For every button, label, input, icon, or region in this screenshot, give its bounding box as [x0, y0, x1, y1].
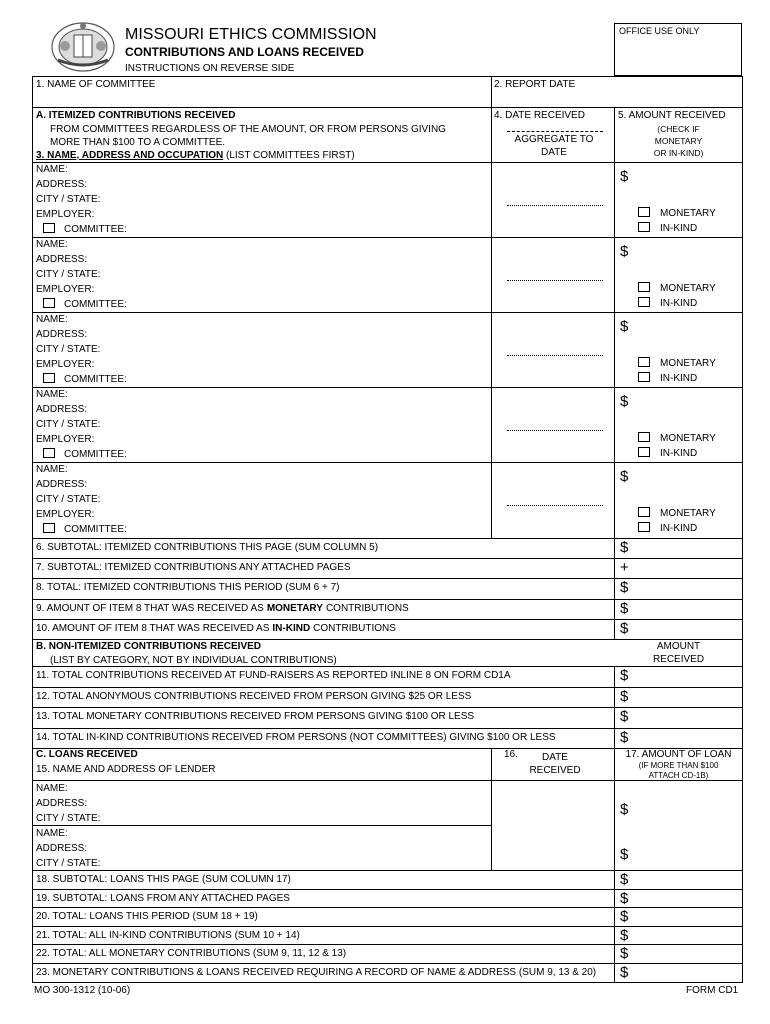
form-name: FORM CD1 [686, 985, 739, 996]
summary-row-6-amount-field[interactable]: $ [620, 539, 629, 556]
entry-5-employer-label[interactable]: EMPLOYER: [36, 509, 95, 520]
office-use-box [614, 23, 742, 76]
entry-4-address-label[interactable]: ADDRESS: [36, 404, 88, 415]
lender-2-name-label[interactable]: NAME: [36, 828, 68, 839]
loan-row-23-label: 23. MONETARY CONTRIBUTIONS & LOANS RECEIVED REQUIRING A RECORD OF NAME & ADDRESS (SUM 9, 13 & 20) [36, 967, 597, 978]
section-c-title: C. LOANS RECEIVED [36, 749, 138, 760]
state-seal [50, 20, 116, 72]
entry-1-inkind-checkbox[interactable] [638, 222, 650, 232]
loan-row-19-amount-field[interactable]: $ [620, 890, 629, 907]
entry-3-aggregate-line[interactable] [507, 355, 603, 356]
entry-4-aggregate-line[interactable] [507, 430, 603, 431]
section-b-title: B. NON-ITEMIZED CONTRIBUTIONS RECEIVED [36, 641, 262, 652]
form-title: CONTRIBUTIONS AND LOANS RECEIVED [125, 45, 364, 59]
aggregate-heading-1: AGGREGATE TO [514, 134, 594, 145]
entry-4-monetary-checkbox[interactable] [638, 432, 650, 442]
entry-2-committee-label: COMMITTEE: [64, 299, 127, 310]
summary-row-9-post: CONTRIBUTIONS [325, 603, 409, 614]
section-b-subtitle: (LIST BY CATEGORY, NOT BY INDIVIDUAL CONTRIBUTIONS) [50, 655, 337, 666]
entry-5-dollar-sign[interactable]: $ [620, 468, 629, 485]
entry-1-committee-checkbox[interactable] [43, 223, 55, 233]
entry-2-committee-checkbox[interactable] [43, 298, 55, 308]
lender-2-amount-field[interactable]: $ [620, 846, 629, 863]
loan-note-1: (IF MORE THAN $100 [638, 761, 719, 770]
entry-5-committee-label: COMMITTEE: [64, 524, 127, 535]
entry-3-name-label[interactable]: NAME: [36, 314, 68, 325]
lender-1-city-state-label[interactable]: CITY / STATE: [36, 813, 101, 824]
check-note-3: OR IN-KIND) [653, 148, 704, 158]
entry-2-monetary-label: MONETARY [660, 283, 716, 294]
nonitemized-row-14-label: 14. TOTAL IN-KIND CONTRIBUTIONS RECEIVED FROM PERSONS (NOT COMMITTEES) GIVING $100 OR LESS [36, 732, 556, 743]
loan-row-22-label: 22. TOTAL: ALL MONETARY CONTRIBUTIONS (SUM 9, 11, 12 & 13) [36, 948, 347, 959]
date-received-heading: 4. DATE RECEIVED [494, 110, 585, 121]
entry-1-name-label[interactable]: NAME: [36, 164, 68, 175]
entry-2-aggregate-line[interactable] [507, 280, 603, 281]
loan-row-20-label: 20. TOTAL: LOANS THIS PERIOD (SUM 18 + 19) [36, 911, 258, 922]
nonitemized-row-13-label: 13. TOTAL MONETARY CONTRIBUTIONS RECEIVED FROM PERSONS GIVING $100 OR LESS [36, 711, 475, 722]
loan-row-18-amount-field[interactable]: $ [620, 871, 629, 888]
entry-5-inkind-label: IN-KIND [660, 523, 698, 534]
entry-2-monetary-checkbox[interactable] [638, 282, 650, 292]
loan-amount-heading: 17. AMOUNT OF LOAN [625, 749, 732, 760]
entry-3-dollar-sign[interactable]: $ [620, 318, 629, 335]
entry-5-monetary-checkbox[interactable] [638, 507, 650, 517]
lender-1-address-label[interactable]: ADDRESS: [36, 798, 88, 809]
loan-date-heading-2: RECEIVED [529, 765, 581, 776]
entry-3-committee-checkbox[interactable] [43, 373, 55, 383]
col3-title: 3. NAME, ADDRESS AND OCCUPATION [36, 150, 224, 161]
loan-row-23-amount-field[interactable]: $ [620, 964, 629, 981]
summary-row-9-emphasis: MONETARY [266, 603, 323, 614]
entry-1-dollar-sign[interactable]: $ [620, 168, 629, 185]
summary-row-9-amount-field[interactable]: $ [620, 600, 629, 617]
entry-4-city-state-label[interactable]: CITY / STATE: [36, 419, 101, 430]
nonitemized-row-12-amount-field[interactable]: $ [620, 688, 629, 705]
summary-row-10-emphasis: IN-KIND [272, 623, 311, 634]
entry-3-monetary-checkbox[interactable] [638, 357, 650, 367]
entry-4-committee-label: COMMITTEE: [64, 449, 127, 460]
form-number: MO 300-1312 (10-06) [34, 985, 131, 996]
entry-3-city-state-label[interactable]: CITY / STATE: [36, 344, 101, 355]
summary-row-10-amount-field[interactable]: $ [620, 620, 629, 637]
nonitemized-row-11-amount-field[interactable]: $ [620, 667, 629, 684]
entry-1-aggregate-line[interactable] [507, 205, 603, 206]
summary-row-10-post: CONTRIBUTIONS [313, 623, 396, 634]
col3-note: (LIST COMMITTEES FIRST) [226, 150, 355, 161]
lender-1-name-label[interactable]: NAME: [36, 783, 68, 794]
lender-2-address-label[interactable]: ADDRESS: [36, 843, 88, 854]
entry-4-employer-label[interactable]: EMPLOYER: [36, 434, 95, 445]
entry-5-city-state-label[interactable]: CITY / STATE: [36, 494, 101, 505]
summary-row-7-label: 7. SUBTOTAL: ITEMIZED CONTRIBUTIONS ANY ATTACHED PAGES [36, 562, 351, 573]
nonitemized-row-11-label: 11. TOTAL CONTRIBUTIONS RECEIVED AT FUND-RAISERS AS REPORTED INLINE 8 ON FORM CD1A [36, 670, 511, 681]
loan-row-21-amount-field[interactable]: $ [620, 927, 629, 944]
section-a-desc-2: MORE THAN $100 TO A COMMITTEE. [50, 137, 226, 148]
check-note-1: (CHECK IF [657, 124, 700, 134]
check-note-2: MONETARY [654, 136, 703, 146]
summary-row-9-label [36, 603, 409, 615]
entry-1-city-state-label[interactable]: CITY / STATE: [36, 194, 101, 205]
entry-5-aggregate-line[interactable] [507, 505, 603, 506]
entry-4-inkind-label: IN-KIND [660, 448, 698, 459]
lender-2-city-state-label[interactable]: CITY / STATE: [36, 858, 101, 869]
entry-4-dollar-sign[interactable]: $ [620, 393, 629, 410]
nonitemized-row-14-amount-field[interactable]: $ [620, 729, 629, 746]
col16-number: 16. [504, 749, 518, 760]
summary-row-8-amount-field[interactable]: $ [620, 579, 629, 596]
entry-2-inkind-label: IN-KIND [660, 298, 698, 309]
entry-5-committee-checkbox[interactable] [43, 523, 55, 533]
entry-3-inkind-checkbox[interactable] [638, 372, 650, 382]
entry-2-name-label[interactable]: NAME: [36, 239, 68, 250]
loan-row-18-label: 18. SUBTOTAL: LOANS THIS PAGE (SUM COLUMN 17) [36, 874, 291, 885]
committee-name-label[interactable]: 1. NAME OF COMMITTEE [36, 79, 156, 90]
entry-4-committee-checkbox[interactable] [43, 448, 55, 458]
entry-2-dollar-sign[interactable]: $ [620, 243, 629, 260]
summary-row-6-label: 6. SUBTOTAL: ITEMIZED CONTRIBUTIONS THIS PAGE (SUM COLUMN 5) [36, 542, 379, 553]
instructions-note: INSTRUCTIONS ON REVERSE SIDE [125, 63, 295, 74]
entry-2-address-label[interactable]: ADDRESS: [36, 254, 88, 265]
entry-4-inkind-checkbox[interactable] [638, 447, 650, 457]
entry-5-inkind-checkbox[interactable] [638, 522, 650, 532]
loan-row-22-amount-field[interactable]: $ [620, 945, 629, 962]
section-a-desc-1: FROM COMMITTEES REGARDLESS OF THE AMOUNT, OR FROM PERSONS GIVING [50, 124, 446, 135]
amount-heading-2: RECEIVED [652, 654, 705, 665]
entry-5-monetary-label: MONETARY [660, 508, 716, 519]
entry-2-city-state-label[interactable]: CITY / STATE: [36, 269, 101, 280]
lender-1-amount-field[interactable]: $ [620, 801, 629, 818]
section-a-title: A. ITEMIZED CONTRIBUTIONS RECEIVED [36, 110, 236, 121]
entry-5-name-label[interactable]: NAME: [36, 464, 68, 475]
amount-heading-1: AMOUNT [656, 641, 701, 652]
entry-3-committee-label: COMMITTEE: [64, 374, 127, 385]
summary-row-8-label: 8. TOTAL: ITEMIZED CONTRIBUTIONS THIS PERIOD (SUM 6 + 7) [36, 582, 340, 593]
aggregate-heading-2: DATE [541, 147, 567, 158]
entry-5-address-label[interactable]: ADDRESS: [36, 479, 88, 490]
section-a-col3-heading [36, 150, 355, 162]
entry-1-inkind-label: IN-KIND [660, 223, 698, 234]
entry-3-inkind-label: IN-KIND [660, 373, 698, 384]
entry-1-committee-label: COMMITTEE: [64, 224, 127, 235]
entry-4-monetary-label: MONETARY [660, 433, 716, 444]
entry-1-address-label[interactable]: ADDRESS: [36, 179, 88, 190]
report-date-label[interactable]: 2. REPORT DATE [494, 79, 576, 90]
entry-2-employer-label[interactable]: EMPLOYER: [36, 284, 95, 295]
summary-row-10-label [36, 623, 396, 635]
entry-1-monetary-checkbox[interactable] [638, 207, 650, 217]
entry-3-employer-label[interactable]: EMPLOYER: [36, 359, 95, 370]
summary-row-7-amount-field[interactable]: + [620, 559, 629, 576]
entry-2-inkind-checkbox[interactable] [638, 297, 650, 307]
nonitemized-row-12-label: 12. TOTAL ANONYMOUS CONTRIBUTIONS RECEIVED FROM PERSON GIVING $25 OR LESS [36, 691, 472, 702]
lender-heading: 15. NAME AND ADDRESS OF LENDER [36, 764, 216, 775]
entry-1-monetary-label: MONETARY [660, 208, 716, 219]
entry-3-address-label[interactable]: ADDRESS: [36, 329, 88, 340]
loan-row-21-label: 21. TOTAL: ALL IN-KIND CONTRIBUTIONS (SUM 10 + 14) [36, 930, 300, 941]
loan-note-2: ATTACH CD-1B) [648, 771, 709, 780]
commission-title: MISSOURI ETHICS COMMISSION [125, 26, 377, 43]
loan-row-19-label: 19. SUBTOTAL: LOANS FROM ANY ATTACHED PAGES [36, 893, 290, 904]
summary-row-10-pre: 10. AMOUNT OF ITEM 8 THAT WAS RECEIVED AS [36, 623, 270, 634]
nonitemized-row-13-amount-field[interactable]: $ [620, 708, 629, 725]
loan-row-20-amount-field[interactable]: $ [620, 908, 629, 925]
loan-date-heading-1: DATE [542, 752, 568, 763]
entry-1-employer-label[interactable]: EMPLOYER: [36, 209, 95, 220]
entry-4-name-label[interactable]: NAME: [36, 389, 68, 400]
amount-received-heading: 5. AMOUNT RECEIVED [618, 110, 726, 121]
summary-row-9-pre: 9. AMOUNT OF ITEM 8 THAT WAS RECEIVED AS [36, 603, 264, 614]
office-use-label: OFFICE USE ONLY [619, 26, 700, 36]
entry-3-monetary-label: MONETARY [660, 358, 716, 369]
